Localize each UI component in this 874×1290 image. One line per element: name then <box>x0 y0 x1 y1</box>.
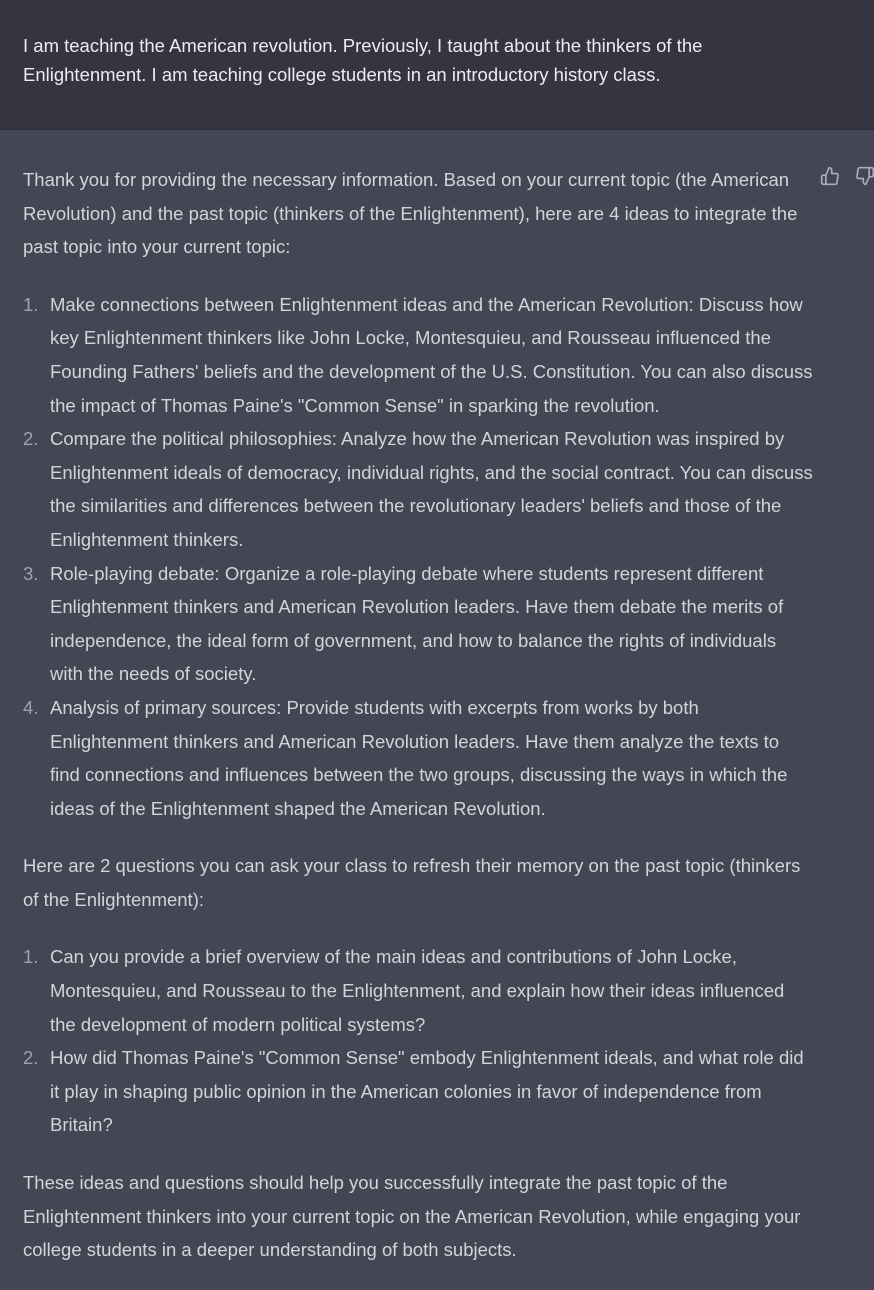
assistant-intro: Thank you for providing the necessary information. Based on your current topic (the American Revolution) and the past topic (thinkers of the Enlightenment), here are 4 ideas to integrate the past topic into your current topic: <box>23 169 798 258</box>
list-number: 3. <box>23 562 39 584</box>
assistant-conclusion: These ideas and questions should help you successfully integrate the past topic of the Enlightenment thinkers into your current topic on the American Revolution, while engaging your college students in a deeper understanding of both subjects. <box>23 1172 801 1261</box>
thumbs-down-icon <box>855 166 874 186</box>
thumbs-up-button[interactable] <box>819 165 841 187</box>
user-message-text: I am teaching the American revolution. Previously, I taught about the thinkers of the Enlightenment. I am teaching college students in an introductory history class. <box>23 35 703 85</box>
list-number: 4. <box>23 696 39 718</box>
list-number: 1. <box>23 946 39 968</box>
list-item <box>23 940 813 1041</box>
assistant-message-content <box>23 163 813 1267</box>
list-item <box>23 288 813 422</box>
list-number: 1. <box>23 293 39 315</box>
list-number: 2. <box>23 428 39 450</box>
ideas-list <box>23 288 813 826</box>
user-message <box>0 0 874 130</box>
thumbs-down-button[interactable] <box>854 165 874 187</box>
thumbs-up-icon <box>820 166 840 186</box>
list-item-text: How did Thomas Paine's "Common Sense" embody Enlightenment ideals, and what role did it play in shaping public opinion in the American colonies in favor of independence from Britain? <box>50 1047 804 1136</box>
list-item <box>23 557 813 691</box>
list-number: 2. <box>23 1047 39 1069</box>
questions-list <box>23 940 813 1142</box>
list-item-text: Can you provide a brief overview of the main ideas and contributions of John Locke, Montesquieu, and Rousseau to the Enlightenment, and explain how their ideas influenced the development of modern political systems? <box>50 946 785 1035</box>
list-item <box>23 691 813 825</box>
list-item-text: Analysis of primary sources: Provide students with excerpts from works by both Enlightenment thinkers and American Revolution leaders. Have them analyze the texts to find connections and influences between the two groups, discussing the ways in which the ideas of the Enlightenment shaped the American Revolution. <box>50 696 788 819</box>
list-item <box>23 1041 813 1142</box>
feedback-buttons <box>819 165 874 187</box>
list-item-text: Role-playing debate: Organize a role-playing debate where students represent different Enlightenment thinkers and American Revolution leaders. Have them debate the merits of independence, the ideal form of government, and how to balance the rights of individuals with the needs of society. <box>50 562 784 685</box>
questions-intro: Here are 2 questions you can ask your class to refresh their memory on the past topic (thinkers of the Enlightenment): <box>23 855 801 910</box>
assistant-message <box>0 131 874 1290</box>
list-item <box>23 422 813 556</box>
list-item-text: Make connections between Enlightenment ideas and the American Revolution: Discuss how key Enlightenment thinkers like John Locke, Montesquieu, and Rousseau influenced the Founding Fathers' beliefs and the development of the U.S. Constitution. You can also discuss the impact of Thomas Paine's "Common Sense" in sparking the revolution. <box>50 293 813 416</box>
list-item-text: Compare the political philosophies: Analyze how the American Revolution was inspired by Enlightenment ideals of democracy, individual rights, and the social contract. You can discuss the similarities and differences between the revolutionary leaders' beliefs and those of the Enlightenment thinkers. <box>50 428 813 550</box>
